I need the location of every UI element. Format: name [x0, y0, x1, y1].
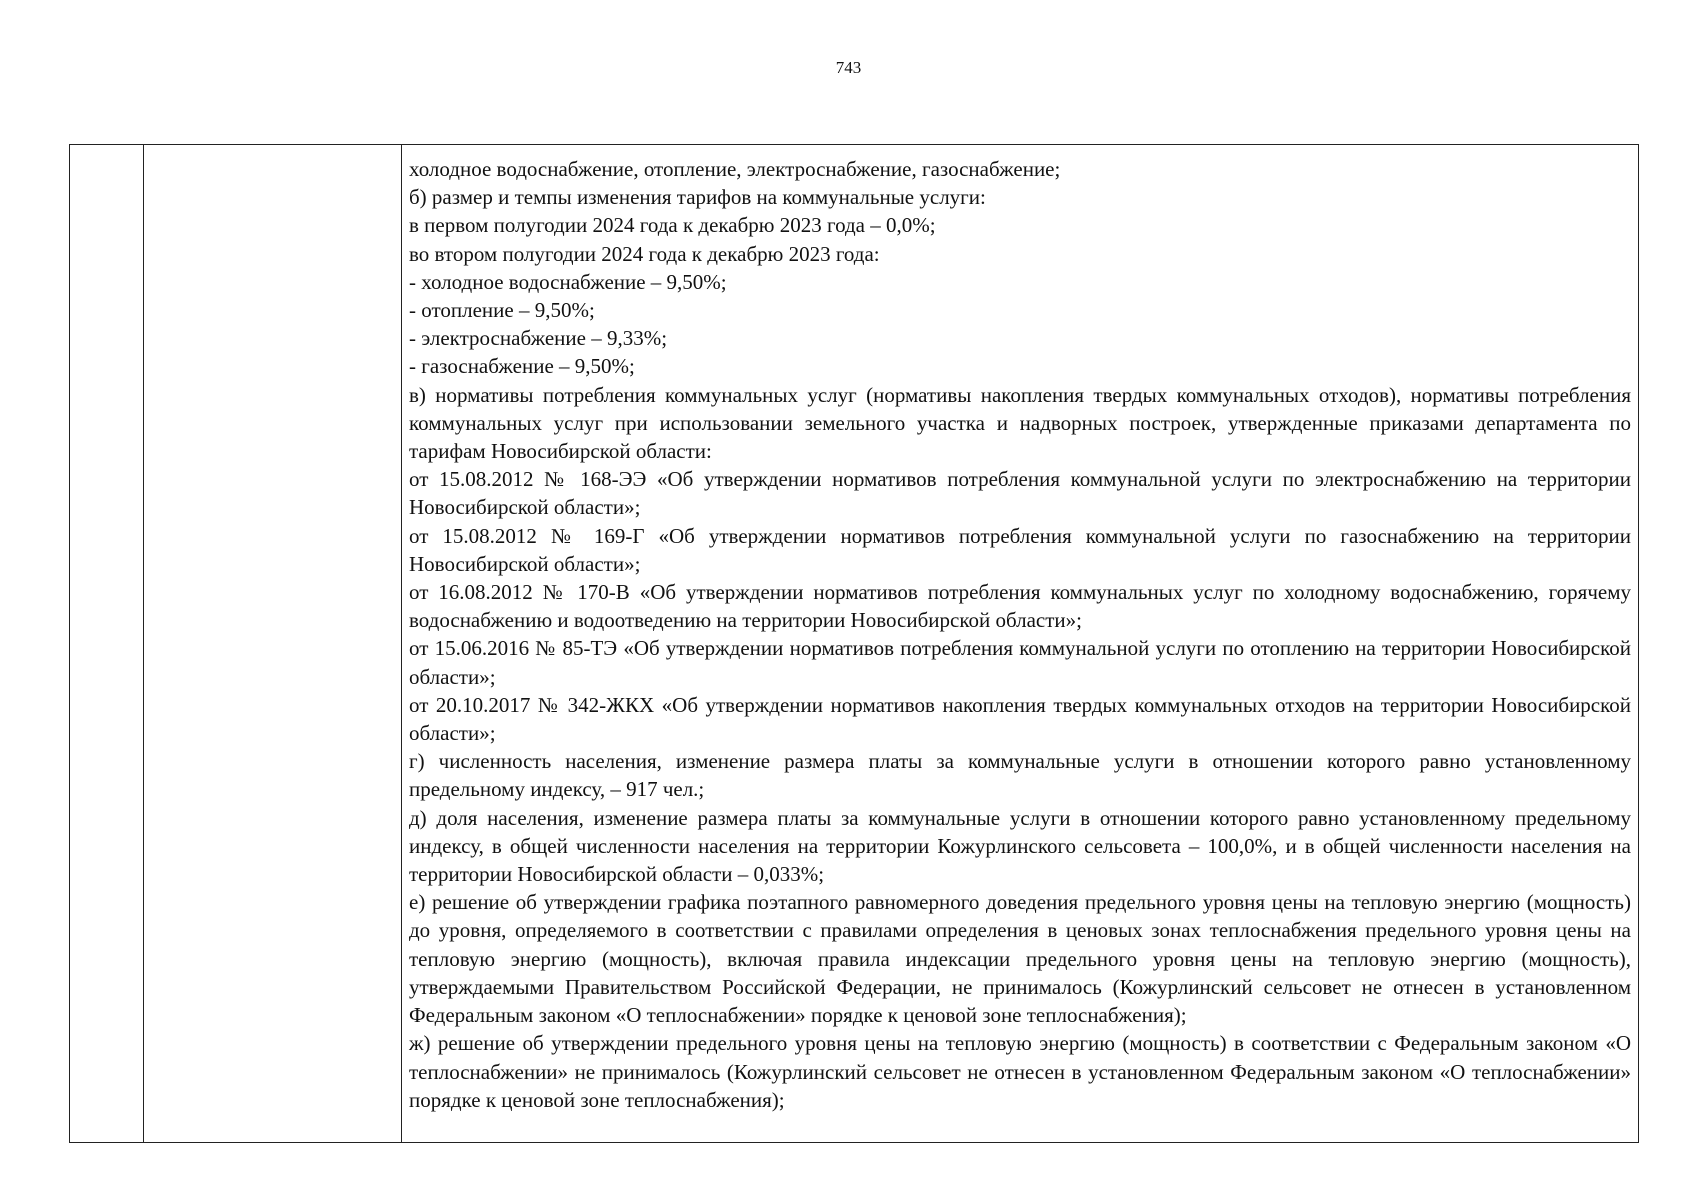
paragraph-order-85: от 15.06.2016 № 85-ТЭ «Об утверждении нормативов потребления коммунальной услуги по отоплению на территории Новосибирской области»; — [409, 636, 1631, 689]
paragraph-order-169: от 15.08.2012 № 169-Г «Об утверждении нормативов потребления коммунальной услуги по газоснабжению на территории Новосибирской области»; — [409, 523, 1631, 576]
list-item-cold-water: - холодное водоснабжение – 9,50%; — [409, 269, 727, 294]
paragraph-services-list: холодное водоснабжение, отопление, электроснабжение, газоснабжение; — [409, 157, 1061, 181]
paragraph-second-half-heading: во втором полугодии 2024 года к декабрю 2023 года: — [409, 241, 880, 266]
table-column-number — [70, 145, 144, 1142]
table-column-name — [144, 145, 402, 1142]
paragraph-tariff-heading: б) размер и темпы изменения тарифов на коммунальные услуги: — [409, 185, 986, 210]
table-column-content — [402, 145, 1638, 1142]
paragraph-order-170: от 16.08.2012 № 170-В «Об утверждении нормативов потребления коммунальных услуг по холодному водоснабжению, горячему водоснабжению и водоотведению на территории Новосибирской области»; — [409, 580, 1631, 633]
document-table — [69, 144, 1639, 1143]
paragraph-order-168: от 15.08.2012 № 168-ЭЭ «Об утверждении нормативов потребления коммунальной услуги по электроснабжению на территории Новосибирской области»; — [409, 467, 1631, 520]
paragraph-order-342: от 20.10.2017 № 342-ЖКХ «Об утверждении нормативов накопления твердых коммунальных отходов на территории Новосибирской области»; — [409, 692, 1631, 746]
list-item-electricity: - электроснабжение – 9,33%; — [409, 326, 668, 351]
paragraph-norms-heading: в) нормативы потребления коммунальных услуг (нормативы накопления твердых коммунальных отходов), нормативы потребления коммунальных услуг при использовании земельного участка и надворных построек, утвержденные приказами департамента по тарифам Новосибирской области: — [409, 382, 1631, 464]
page-number: 743 — [835, 58, 862, 77]
paragraph-heat-price-decision: ж) решение об утверждении предельного уровня цены на тепловую энергию (мощность) в соответствии с Федеральным законом «О теплоснабжении» не принималось (Кожурлинский сельсовет не отнесен в установленном Федеральным законом «О теплоснабжении» порядке к ценовой зоне теплоснабжения); — [409, 1031, 1631, 1112]
paragraph-heat-schedule-decision: е) решение об утверждении графика поэтапного равномерного доведения предельного уровня цены на тепловую энергию (мощность) до уровня, определяемого в соответствии с правилами определения в ценовых зонах теплоснабжения предельного уровня цены на тепловую энергию (мощность), включая правила индексации предельного уровня цены на тепловую энергию (мощность), утверждаемыми Правительством Российской Федерации, не принималось (Кожурлинский сельсовет не отнесен в установленном Федеральным законом «О теплоснабжении» порядке к ценовой зоне теплоснабжения); — [409, 890, 1631, 1028]
list-item-heating: - отопление – 9,50%; — [409, 298, 595, 323]
paragraph-first-half-rate: в первом полугодии 2024 года к декабрю 2023 года – 0,0%; — [409, 213, 936, 238]
paragraph-population-share: д) доля населения, изменение размера платы за коммунальные услуги в отношении которого равно установленному предельному индексу, в общей численности населения на территории Кожурлинского сельсовета – 100,0%, и в общей численности населения на территории Новосибирской области – 0,033%; — [409, 805, 1631, 887]
paragraph-population-count: г) численность населения, изменение размера платы за коммунальные услуги в отношении которого равно установленному предельному индексу, – 917 чел.; — [409, 749, 1631, 802]
list-item-gas: - газоснабжение – 9,50%; — [409, 354, 635, 379]
